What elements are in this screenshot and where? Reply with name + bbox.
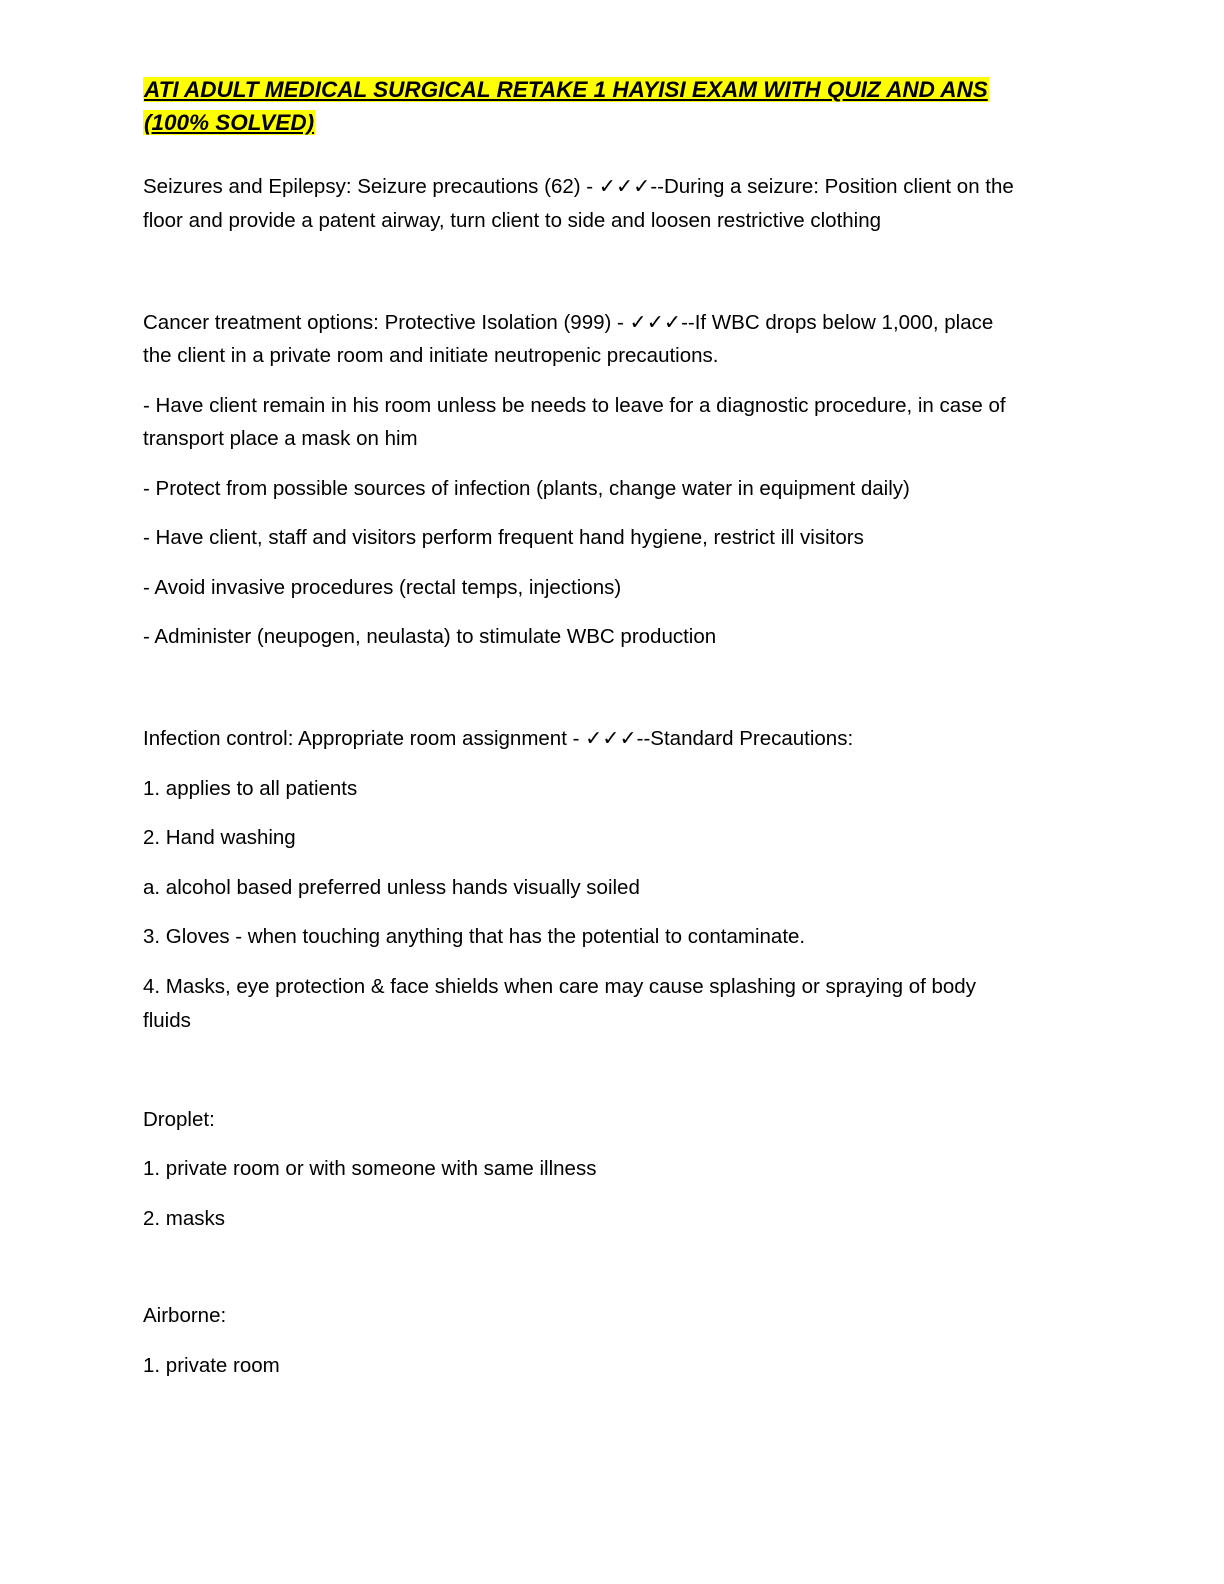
- text-line: 1. applies to all patients: [143, 777, 358, 800]
- text-line: transport place a mask on him: [143, 427, 418, 450]
- text-line: a. alcohol based preferred unless hands visually soiled: [143, 876, 640, 899]
- text-line: - Avoid invasive procedures (rectal temps, injections): [143, 576, 622, 599]
- text-line: fluids: [143, 1009, 191, 1032]
- text-line: the client in a private room and initiate neutropenic precautions.: [143, 344, 719, 367]
- text-line: - Have client, staff and visitors perform frequent hand hygiene, restrict ill visitors: [143, 526, 864, 549]
- text-line: 4. Masks, eye protection & face shields when care may cause splashing or spraying of body: [143, 975, 976, 998]
- title-highlight: (100% SOLVED): [144, 110, 315, 135]
- text-line: 1. private room: [143, 1354, 280, 1377]
- text-line: floor and provide a patent airway, turn client to side and loosen restrictive clothing: [143, 209, 882, 232]
- text-line: - Protect from possible sources of infection (plants, change water in equipment daily): [143, 477, 910, 500]
- text-line: Infection control: Appropriate room assignment - ✓✓✓--Standard Precautions:: [143, 727, 854, 750]
- document-title-line-2: [143, 109, 315, 137]
- text-line: Cancer treatment options: Protective Isolation (999) - ✓✓✓--If WBC drops below 1,000, place: [143, 311, 994, 334]
- title-highlight: ATI ADULT MEDICAL SURGICAL RETAKE 1 HAYISI EXAM WITH QUIZ AND ANS: [144, 77, 988, 102]
- text-line: Airborne:: [143, 1304, 227, 1327]
- text-line: 2. masks: [143, 1207, 226, 1230]
- text-line: Droplet:: [143, 1108, 215, 1131]
- text-line: - Administer (neupogen, neulasta) to stimulate WBC production: [143, 625, 717, 648]
- text-line: 2. Hand washing: [143, 826, 296, 849]
- document-title-line-1: [143, 76, 989, 104]
- text-line: 3. Gloves - when touching anything that has the potential to contaminate.: [143, 925, 806, 948]
- text-line: - Have client remain in his room unless be needs to leave for a diagnostic procedure, in case of: [143, 394, 1006, 417]
- text-line: 1. private room or with someone with same illness: [143, 1157, 597, 1180]
- text-line: Seizures and Epilepsy: Seizure precautions (62) - ✓✓✓--During a seizure: Position client on the: [143, 175, 1014, 198]
